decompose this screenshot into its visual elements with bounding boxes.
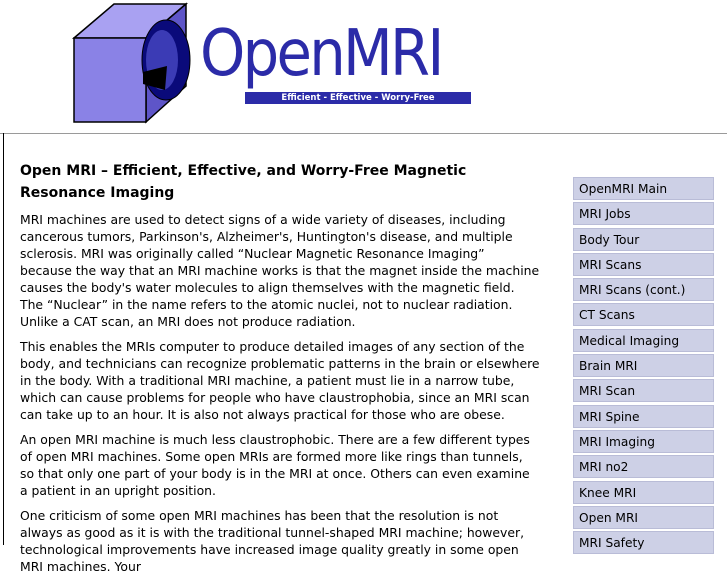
sidebar-item-open-mri[interactable]: Open MRI [573, 506, 714, 529]
sidebar-item-mri-no2[interactable]: MRI no2 [573, 455, 714, 478]
sidebar-item-medical-imaging[interactable]: Medical Imaging [573, 329, 714, 352]
sidebar-nav [573, 177, 714, 556]
sidebar-item-mri-scans[interactable]: MRI Scans [573, 253, 714, 276]
article-title: Open MRI – Efficient, Effective, and Worry-Free Magnetic Resonance Imaging [20, 163, 467, 201]
site-header [0, 0, 727, 134]
sidebar-item-openmri-main[interactable]: OpenMRI Main [573, 177, 714, 200]
left-border [3, 133, 4, 545]
sidebar-item-mri-scan[interactable]: MRI Scan [573, 379, 714, 402]
sidebar-item-brain-mri[interactable]: Brain MRI [573, 354, 714, 377]
sidebar-item-mri-imaging[interactable]: MRI Imaging [573, 430, 714, 453]
brand-wordmark[interactable]: OpenMRI [200, 17, 442, 91]
article-paragraph: MRI machines are used to detect signs of a wide variety of diseases, including cancerous tumors, Parkinson's, Alzheimer's, Huntington's disease, and multiple sclerosis. MRI was originally called “Nuclear Magnetic Resonance Imaging” because the way that an MRI machine works is that the magnet inside the machine causes the body's water molecules to align themselves with the magnetic field. The “Nuclear” in the name refers to the atomic nuclei, not to nuclear radiation. Unlike a CAT scan, an MRI does not produce radiation. [20, 212, 540, 329]
sidebar-item-mri-safety[interactable]: MRI Safety [573, 531, 714, 554]
article-paragraph: One criticism of some open MRI machines has been that the resolution is not always as good as it is with the traditional tunnel-shaped MRI machine; however, technological improvements have increased image quality greatly in some open MRI machines. Your [20, 508, 525, 574]
main-content [20, 160, 540, 583]
sidebar-item-mri-spine[interactable]: MRI Spine [573, 405, 714, 428]
sidebar-item-mri-jobs[interactable]: MRI Jobs [573, 202, 714, 225]
article-paragraph: An open MRI machine is much less claustrophobic. There are a few different types of open MRI machines. Some open MRIs are formed more like rings than tunnels, so that only one part of your body is in the MRI at once. Others can even examine a patient in an upright position. [20, 432, 530, 498]
sidebar-item-ct-scans[interactable]: CT Scans [573, 303, 714, 326]
sidebar-item-knee-mri[interactable]: Knee MRI [573, 481, 714, 504]
sidebar-item-mri-scans-cont[interactable]: MRI Scans (cont.) [573, 278, 714, 301]
article-paragraph: This enables the MRIs computer to produce detailed images of any section of the body, and technicians can recognize problematic patterns in the brain or elsewhere in the body. With a traditional MRI machine, a patient must lie in a narrow tube, which can cause problems for people who have claustrophobia, since an MRI scan can take up to an hour. It is also not always practical for those who are obese. [20, 339, 540, 422]
tagline: Efficient - Effective - Worry-Free [245, 92, 471, 104]
sidebar-item-body-tour[interactable]: Body Tour [573, 228, 714, 251]
mri-machine-logo-icon [70, 0, 210, 132]
